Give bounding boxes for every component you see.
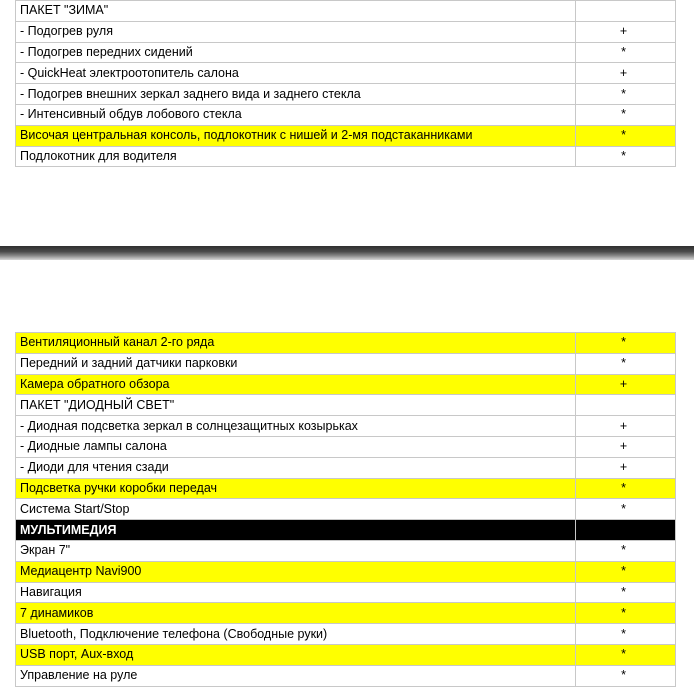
feature-label: USB порт, Aux-вход: [16, 644, 576, 665]
table-row: [16, 582, 676, 603]
table-row: [16, 603, 676, 624]
feature-label: МУЛЬТИМЕДИЯ: [16, 520, 576, 541]
feature-label: - Диодные лампы салона: [16, 436, 576, 457]
features-table-page-2: [15, 332, 676, 687]
availability-mark: *: [576, 561, 676, 582]
table-row: [16, 665, 676, 686]
feature-label: - Подогрев внешних зеркал заднего вида и заднего стекла: [16, 84, 576, 105]
table-row: [16, 561, 676, 582]
table-row: [16, 499, 676, 520]
availability-mark: *: [576, 125, 676, 146]
feature-label: Экран 7": [16, 540, 576, 561]
feature-label: Передний и задний датчики парковки: [16, 353, 576, 374]
feature-label: Система Start/Stop: [16, 499, 576, 520]
table-row: [16, 436, 676, 457]
availability-mark: +: [576, 436, 676, 457]
table-row: [16, 416, 676, 437]
availability-mark: *: [576, 603, 676, 624]
feature-label: - Подогрев передних сидений: [16, 42, 576, 63]
availability-mark: +: [576, 416, 676, 437]
table-row: [16, 146, 676, 167]
availability-mark: *: [576, 499, 676, 520]
feature-label: Подлокотник для водителя: [16, 146, 576, 167]
table-row: [16, 374, 676, 395]
availability-mark: *: [576, 540, 676, 561]
feature-label: - Подогрев руля: [16, 21, 576, 42]
section-header-row: [16, 520, 676, 541]
availability-mark: *: [576, 665, 676, 686]
table-row: [16, 333, 676, 354]
availability-mark: *: [576, 624, 676, 645]
feature-label: - Интенсивный обдув лобового стекла: [16, 104, 576, 125]
table-row: [16, 63, 676, 84]
table-row: [16, 395, 676, 416]
feature-label: Вентиляционный канал 2-го ряда: [16, 333, 576, 354]
availability-mark: *: [576, 146, 676, 167]
feature-label: - QuickHeat электроотопитель салона: [16, 63, 576, 84]
feature-label: Медиацентр Navi900: [16, 561, 576, 582]
availability-mark: +: [576, 63, 676, 84]
availability-mark: *: [576, 333, 676, 354]
table-row: [16, 457, 676, 478]
table-row: [16, 42, 676, 63]
availability-mark: *: [576, 582, 676, 603]
availability-mark: *: [576, 42, 676, 63]
table-row: [16, 624, 676, 645]
feature-label: Камера обратного обзора: [16, 374, 576, 395]
feature-label: - Диодная подсветка зеркал в солнцезащитных козырьках: [16, 416, 576, 437]
features-table-page-1: [15, 0, 676, 167]
table-row: [16, 478, 676, 499]
availability-mark: +: [576, 457, 676, 478]
availability-mark: *: [576, 644, 676, 665]
table-row: [16, 1, 676, 22]
feature-label: Подсветка ручки коробки передач: [16, 478, 576, 499]
availability-mark: *: [576, 353, 676, 374]
table-row: [16, 540, 676, 561]
feature-label: 7 динамиков: [16, 603, 576, 624]
availability-mark: [576, 520, 676, 541]
availability-mark: *: [576, 104, 676, 125]
table-row: [16, 644, 676, 665]
feature-label: Управление на руле: [16, 665, 576, 686]
feature-label: - Диоди для чтения сзади: [16, 457, 576, 478]
table-row: [16, 104, 676, 125]
feature-label: Височая центральная консоль, подлокотник с нишей и 2-мя подстаканниками: [16, 125, 576, 146]
availability-mark: +: [576, 374, 676, 395]
availability-mark: *: [576, 478, 676, 499]
page-separator: [0, 246, 694, 260]
availability-mark: [576, 1, 676, 22]
table-row: [16, 84, 676, 105]
feature-label: Навигация: [16, 582, 576, 603]
table-row: [16, 353, 676, 374]
table-row: [16, 21, 676, 42]
availability-mark: +: [576, 21, 676, 42]
feature-label: ПАКЕТ "ДИОДНЫЙ СВЕТ": [16, 395, 576, 416]
feature-label: Bluetooth, Подключение телефона (Свободные руки): [16, 624, 576, 645]
feature-label: ПАКЕТ "ЗИМА": [16, 1, 576, 22]
availability-mark: *: [576, 84, 676, 105]
availability-mark: [576, 395, 676, 416]
table-row: [16, 125, 676, 146]
